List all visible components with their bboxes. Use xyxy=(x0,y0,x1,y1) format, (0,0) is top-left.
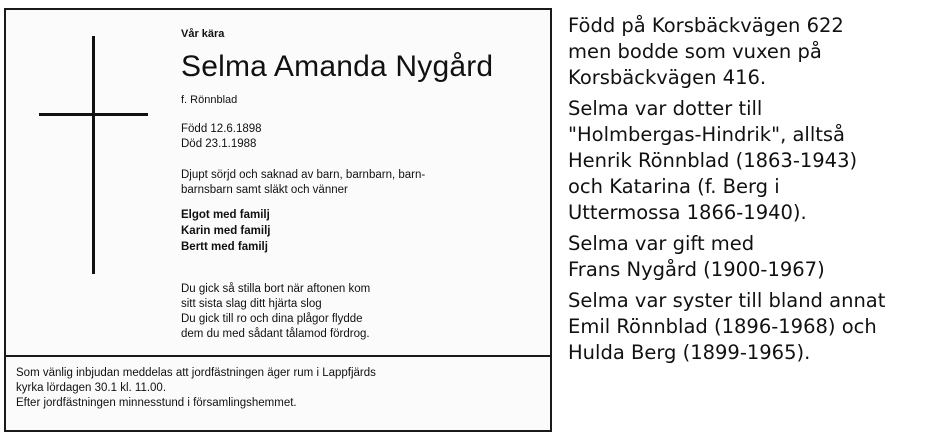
poem-line: dem du med sådant tålamod fördrog. xyxy=(181,328,370,340)
bio-line: Född på Korsbäckvägen 622 xyxy=(568,14,844,37)
bio-line: Hulda Berg (1899-1965). xyxy=(568,341,811,364)
biography-residence xyxy=(568,13,944,91)
notice-divider xyxy=(6,355,550,357)
grief-line: Djupt sörjd och saknad av barn, barnbarn, barn- xyxy=(181,169,426,181)
bio-line: Frans Nygård (1900-1967) xyxy=(568,258,825,281)
biography-text xyxy=(568,13,944,371)
mourner: Karin med familj xyxy=(181,225,271,237)
bio-line: Selma var syster till bland annat xyxy=(568,289,886,312)
funeral-line: Efter jordfästningen minnesstund i församlingshemmet. xyxy=(16,397,297,409)
poem-line: Du gick så stilla bort när aftonen kom xyxy=(181,283,371,295)
biography-spouse xyxy=(568,231,944,283)
birth-date: Född 12.6.1898 xyxy=(181,123,262,135)
funeral-info xyxy=(16,366,546,411)
death-notice xyxy=(4,8,552,432)
bio-line: Uttermossa 1866-1940). xyxy=(568,201,807,224)
cross-icon xyxy=(92,36,95,274)
death-date: Död 23.1.1988 xyxy=(181,138,257,150)
funeral-line: Som vänlig inbjudan meddelas att jordfästningen äger rum i Lappfjärds xyxy=(16,367,376,379)
bio-line: Korsbäckvägen 416. xyxy=(568,66,767,89)
biography-parents xyxy=(568,96,944,226)
bio-line: men bodde som vuxen på xyxy=(568,40,822,63)
bio-line: och Katarina (f. Berg i xyxy=(568,175,780,198)
mourner: Elgot med familj xyxy=(181,209,270,221)
notice-intro: Vår kära xyxy=(181,28,225,40)
bio-line: "Holmbergas-Hindrik", alltså xyxy=(568,123,845,146)
cross-icon-bar xyxy=(39,113,148,116)
deceased-name: Selma Amanda Nygård xyxy=(181,50,494,83)
grief-statement xyxy=(181,168,541,198)
maiden-name: f. Rönnblad xyxy=(181,94,238,106)
poem-line: sitt sista slag ditt hjärta slog xyxy=(181,298,322,310)
bio-line: Henrik Rönnblad (1863-1943) xyxy=(568,149,858,172)
funeral-line: kyrka lördagen 30.1 kl. 11.00. xyxy=(16,382,167,394)
mourner: Bertt med familj xyxy=(181,241,268,253)
mourners-list xyxy=(181,207,270,255)
grief-line: barnsbarn samt släkt och vänner xyxy=(181,184,348,196)
poem-line: Du gick till ro och dina plågor flydde xyxy=(181,313,363,325)
life-dates xyxy=(181,122,262,152)
bio-line: Selma var gift med xyxy=(568,232,755,255)
bio-line: Selma var dotter till xyxy=(568,97,763,120)
memorial-poem xyxy=(181,282,370,342)
bio-line: Emil Rönnblad (1896-1968) och xyxy=(568,315,877,338)
biography-siblings xyxy=(568,288,944,366)
